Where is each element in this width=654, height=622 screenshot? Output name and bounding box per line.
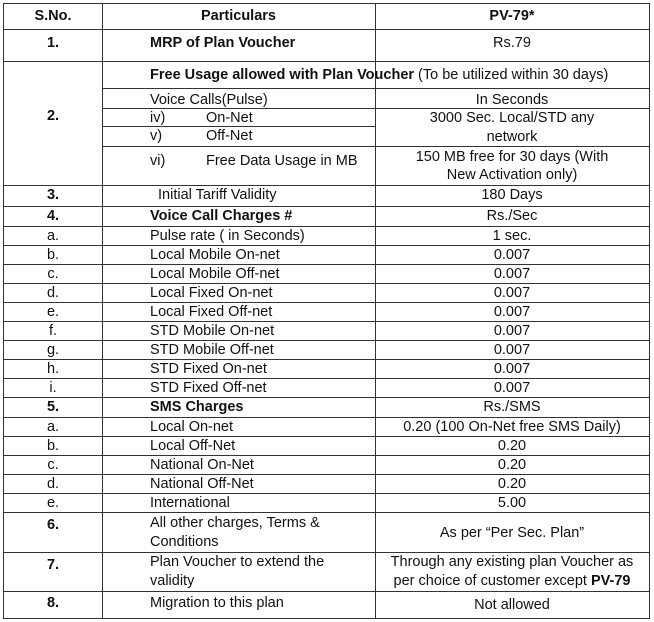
- sub-item-number: v): [150, 128, 163, 144]
- row-value: As per “Per Sec. Plan”: [439, 525, 585, 541]
- table-row-particulars: National On-Net: [150, 457, 254, 473]
- row-divider: [4, 591, 649, 592]
- row-particulars: Initial Tariff Validity: [158, 187, 277, 203]
- row-value: 180 Days: [481, 187, 543, 203]
- row-divider: [4, 61, 649, 62]
- subrow-divider: [102, 88, 649, 89]
- row-particulars-line2: Conditions: [150, 534, 219, 550]
- table-row-particulars: Local Mobile On-net: [150, 247, 280, 263]
- table-row-value: 0.007: [493, 266, 531, 282]
- row-divider: [4, 455, 649, 456]
- table-row-sno: i.: [49, 380, 57, 396]
- table-row-value: 0.007: [493, 285, 531, 301]
- sub-item-label: Off-Net: [206, 128, 253, 144]
- row-sno: 8.: [46, 595, 60, 611]
- sub-item-label: Free Data Usage in MB: [206, 153, 358, 169]
- voice-calls-value: In Seconds: [475, 92, 549, 108]
- table-row-sno: d.: [46, 476, 60, 492]
- onoff-value-line2: network: [486, 129, 538, 145]
- row-divider: [4, 340, 649, 341]
- row-divider: [4, 302, 649, 303]
- row-divider: [4, 552, 649, 553]
- table-row-particulars: Local Off-Net: [150, 438, 236, 454]
- table-row-value: 0.20: [497, 438, 527, 454]
- free-usage-title-note: (To be utilized within 30 days): [414, 67, 609, 83]
- free-usage-title-bold: Free Usage allowed with Plan Voucher: [150, 67, 415, 83]
- table-row-sno: e.: [46, 304, 60, 320]
- table-row-particulars: International: [150, 495, 230, 511]
- table-row-particulars: National Off-Net: [150, 476, 254, 492]
- table-row-particulars: STD Fixed On-net: [150, 361, 267, 377]
- row-divider: [4, 264, 649, 265]
- table-row-particulars: Pulse rate ( in Seconds): [150, 228, 305, 244]
- row-sno: 4.: [46, 208, 60, 224]
- row-divider: [4, 29, 649, 30]
- table-row-value: 0.007: [493, 361, 531, 377]
- row-particulars: Voice Call Charges #: [150, 208, 293, 224]
- header-sno: S.No.: [34, 8, 72, 24]
- row-particulars: SMS Charges: [150, 399, 244, 415]
- row-particulars-line2: validity: [150, 573, 195, 589]
- table-row-particulars: Local Fixed On-net: [150, 285, 273, 301]
- row-value-line2-text: per choice of customer except: [393, 573, 591, 589]
- row-sno: 7.: [46, 557, 60, 573]
- row-sno: 5.: [46, 399, 60, 415]
- table-row-particulars: Local Fixed Off-net: [150, 304, 273, 320]
- row-particulars-line1: Plan Voucher to extend the: [150, 554, 325, 570]
- table-row-particulars: STD Fixed Off-net: [150, 380, 267, 396]
- column-divider: [102, 4, 103, 618]
- row-value: Rs.79: [493, 35, 531, 51]
- row-sno: 3.: [46, 187, 60, 203]
- free-usage-title: [150, 67, 608, 84]
- header-particulars: Particulars: [201, 8, 276, 24]
- sub-item-number: vi): [150, 153, 166, 169]
- table-row-sno: f.: [48, 323, 58, 339]
- row-divider: [4, 474, 649, 475]
- table-row-sno: e.: [46, 495, 60, 511]
- table-row-value: 0.20: [497, 476, 527, 492]
- row-divider: [4, 397, 649, 398]
- table-row-sno: a.: [46, 228, 60, 244]
- row-value-line2-bold: PV-79: [590, 573, 631, 589]
- table-row-value: 0.20: [497, 457, 527, 473]
- row-divider: [4, 226, 649, 227]
- row-divider: [4, 493, 649, 494]
- row-particulars: MRP of Plan Voucher: [150, 35, 296, 51]
- row-sno: 2.: [46, 108, 60, 124]
- table-row-value: 0.20 (100 On-Net free SMS Daily): [403, 419, 621, 435]
- row-divider: [4, 512, 649, 513]
- row-value-line1: Through any existing plan Voucher as: [390, 554, 634, 570]
- row-particulars: Migration to this plan: [150, 595, 284, 611]
- row-divider: [4, 283, 649, 284]
- row-sno: 1.: [46, 35, 60, 51]
- table-row-sno: a.: [46, 419, 60, 435]
- data-value-line1: 150 MB free for 30 days (With: [415, 149, 609, 165]
- table-row-sno: b.: [46, 438, 60, 454]
- table-row-value: 0.007: [493, 247, 531, 263]
- onoff-value-line1: 3000 Sec. Local/STD any: [429, 110, 595, 126]
- table-row-value: 0.007: [493, 323, 531, 339]
- table-row-particulars: Local Mobile Off-net: [150, 266, 280, 282]
- header-plan: PV-79*: [489, 8, 535, 24]
- data-value-line2: New Activation only): [446, 167, 578, 183]
- row-sno: 6.: [46, 517, 60, 533]
- sub-item-label: On-Net: [206, 110, 253, 126]
- table-row-value: 0.007: [493, 304, 531, 320]
- table-row-particulars: Local On-net: [150, 419, 234, 435]
- row-value: Rs./SMS: [483, 399, 541, 415]
- sub-item-number: iv): [150, 110, 166, 126]
- row-divider: [4, 321, 649, 322]
- table-row-sno: c.: [47, 457, 59, 473]
- row-divider: [4, 436, 649, 437]
- row-particulars-line1: All other charges, Terms &: [150, 515, 320, 531]
- row-divider: [4, 417, 649, 418]
- table-row-sno: h.: [46, 361, 60, 377]
- row-divider: [4, 245, 649, 246]
- row-divider: [4, 185, 649, 186]
- table-row-particulars: STD Mobile Off-net: [150, 342, 274, 358]
- table-row-sno: d.: [46, 285, 60, 301]
- table-row-value: 5.00: [497, 495, 527, 511]
- row-value: Not allowed: [474, 597, 550, 613]
- table-row-value: 0.007: [493, 342, 531, 358]
- table-row-value: 0.007: [493, 380, 531, 396]
- row-value: Rs./Sec: [486, 208, 538, 224]
- subrow-divider: [102, 146, 649, 147]
- table-row-particulars: STD Mobile On-net: [150, 323, 275, 339]
- row-divider: [4, 378, 649, 379]
- row-divider: [4, 206, 649, 207]
- row-divider: [4, 359, 649, 360]
- row-value-line2: [375, 573, 649, 590]
- table-row-sno: b.: [46, 247, 60, 263]
- voice-calls-label: Voice Calls(Pulse): [150, 92, 268, 108]
- table-row-sno: g.: [46, 342, 60, 358]
- table-row-value: 1 sec.: [492, 228, 532, 244]
- tariff-table: [3, 3, 650, 619]
- table-row-sno: c.: [47, 266, 59, 282]
